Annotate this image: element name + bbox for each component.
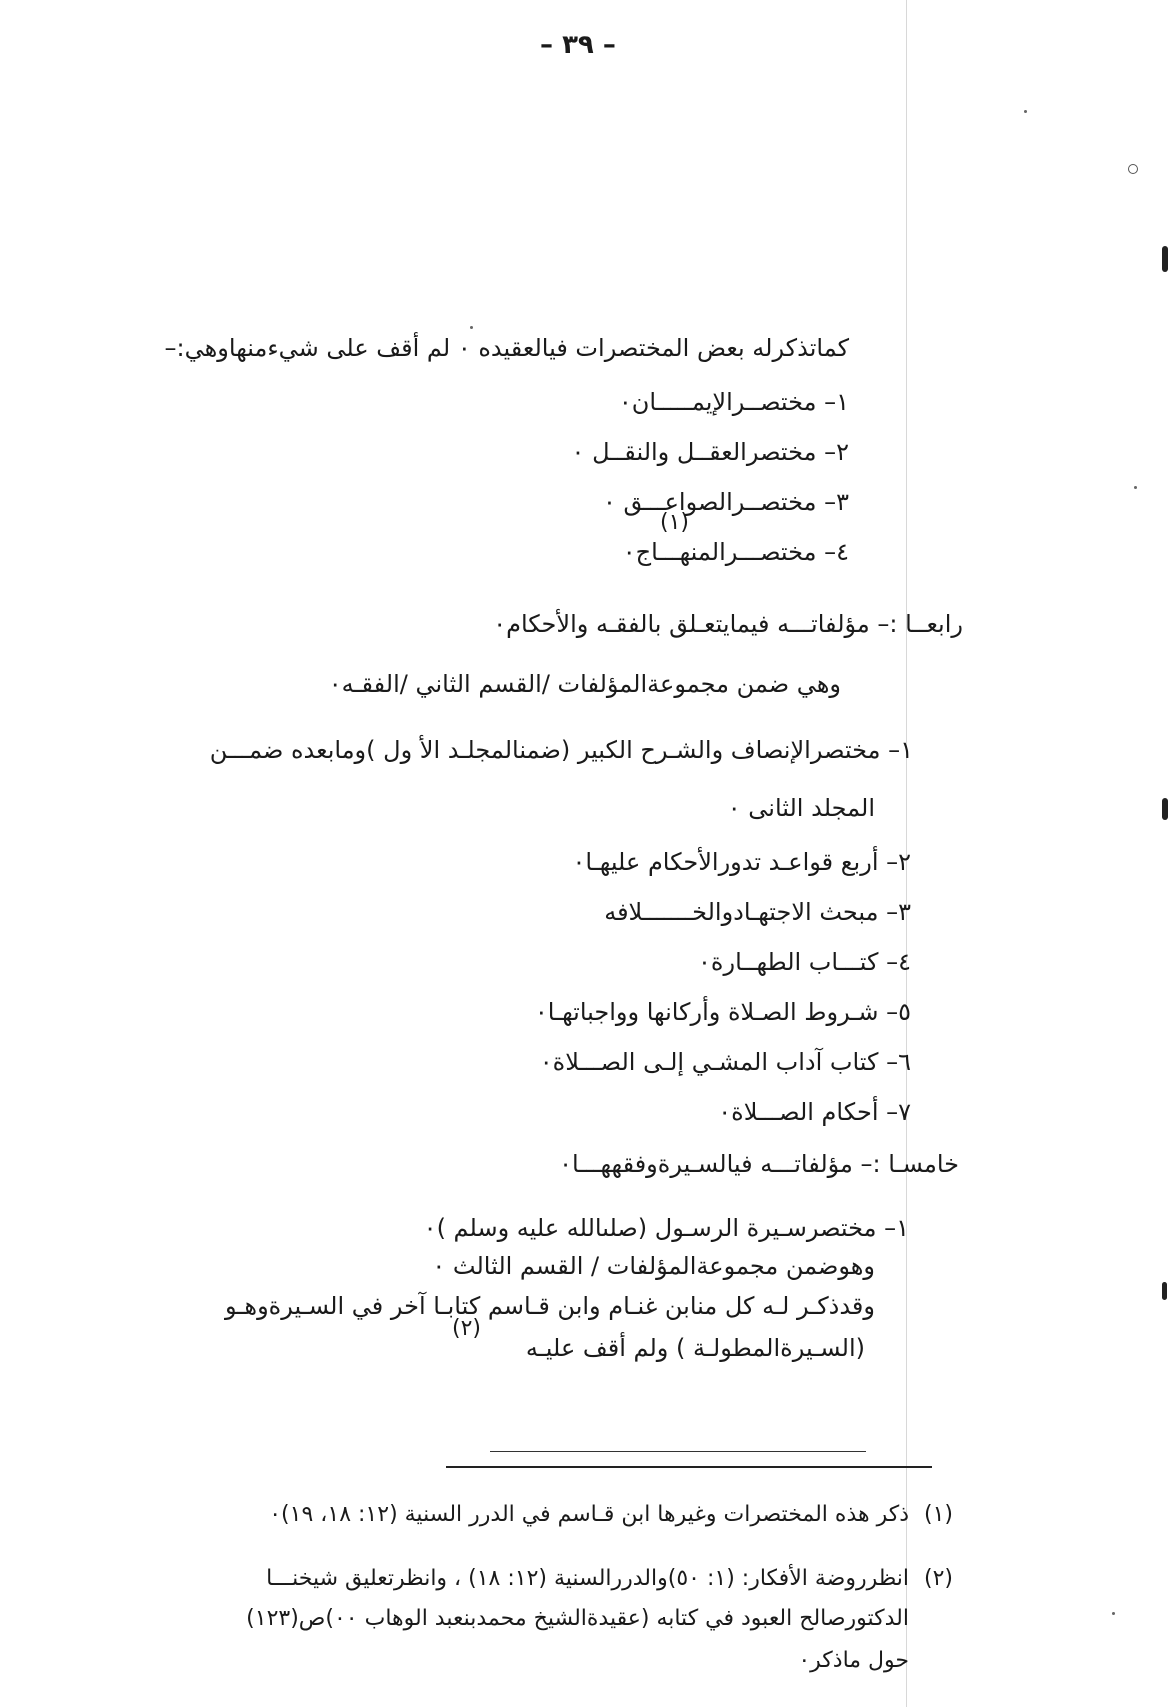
- list1-item: ٤– مختصـــرالمنهـــاج٠: [622, 538, 849, 566]
- list3-note: وقدذكـر لـه كل منابن غنـام وابن قـاسم كتابـا آخر في السـيرةوهـو: [225, 1292, 875, 1320]
- list2-item: ٢– أربع قواعـد تدورالأحكام عليهـا٠: [572, 848, 911, 876]
- footnote-text: انظرروضة الأفكار: (١: ٥٠)والدررالسنية (١٢: ١٨) ، وانظرتعليق شيخنـــا: [266, 1566, 909, 1591]
- footnote-text: الدكتورصالح العبود في كتابه (عقيدةالشيخ محمدبنعبد الوهاب ٠٠)ص(١٢٣): [246, 1606, 909, 1631]
- scan-speck: [1112, 1612, 1115, 1615]
- footnote-ref: (٢): [452, 1316, 482, 1341]
- list1-item: ٢– مختصرالعقــل والنقــل ٠: [571, 438, 849, 466]
- scan-speck: [470, 326, 473, 329]
- page-number: – ٣٩ –: [540, 30, 616, 60]
- list3-note: (السـيرةالمطولـة ) ولم أقف عليـه: [525, 1334, 865, 1362]
- footnote-text: ذكر هذه المختصرات وغيرها ابن قـاسم في الدرر السنية (١٢: ١٨، ١٩)٠: [269, 1502, 909, 1527]
- list2-item: ٦– كتاب آداب المشـي إلـى الصـــلاة٠: [539, 1048, 911, 1076]
- scan-speck: [1134, 486, 1137, 489]
- list3-item: ١– مختصرسـيرة الرسـول (صلىالله عليه وسلم )٠: [423, 1214, 909, 1242]
- edge-mark: [1162, 798, 1168, 820]
- footnote-text: حول ماذكر٠: [798, 1648, 909, 1673]
- list2-item: ٧– أحكام الصـــلاة٠: [718, 1098, 911, 1126]
- list3-note: وهوضمن مجموعةالمؤلفات / القسم الثالث ٠: [432, 1252, 875, 1280]
- list1-item: ٣– مختصــرالصواعـــق ٠: [602, 488, 849, 516]
- list2-item: ٣– مبحث الاجتهـادوالخـــــــلافه: [604, 898, 911, 926]
- scan-speck: [1128, 164, 1138, 174]
- list2-item: ٥– شـروط الصـلاة وأركانها وواجباتهـا٠: [534, 998, 911, 1026]
- footnote-mark: (٢): [923, 1566, 953, 1591]
- edge-mark: [1162, 246, 1168, 272]
- edge-mark: [1162, 1282, 1167, 1300]
- footnote-separator: [446, 1466, 932, 1468]
- section-note: وهي ضمن مجموعةالمؤلفات /القسم الثاني /الفقـه٠: [328, 670, 841, 698]
- list2-item: ٤– كتـــاب الطهــارة٠: [698, 948, 911, 976]
- intro-line: كماتذكرله بعض المختصرات فيالعقيده ٠ لم أقف على شيءمنهاوهي:–: [164, 334, 849, 362]
- list1-item: ١– مختصــرالإيمـــــان٠: [618, 388, 849, 416]
- scan-speck: [1024, 110, 1027, 113]
- footnote-mark: (١): [923, 1502, 953, 1527]
- section-heading: رابعــا :– مؤلفاتـــه فيمايتعـلق بالفقـه والأحكام٠: [493, 610, 963, 638]
- list2-item: ١– مختصرالإنصاف والشـرح الكبير (ضمنالمجلـد الأ ول )ومابعده ضمـــن: [209, 736, 913, 764]
- footnote-ref: (١): [660, 510, 690, 535]
- underline: [490, 1451, 866, 1452]
- section-heading: خامسـا :– مؤلفاتـــه فيالسـيرةوفقههـــا٠: [559, 1150, 959, 1178]
- list2-item-continuation: المجلد الثانى ٠: [727, 794, 875, 822]
